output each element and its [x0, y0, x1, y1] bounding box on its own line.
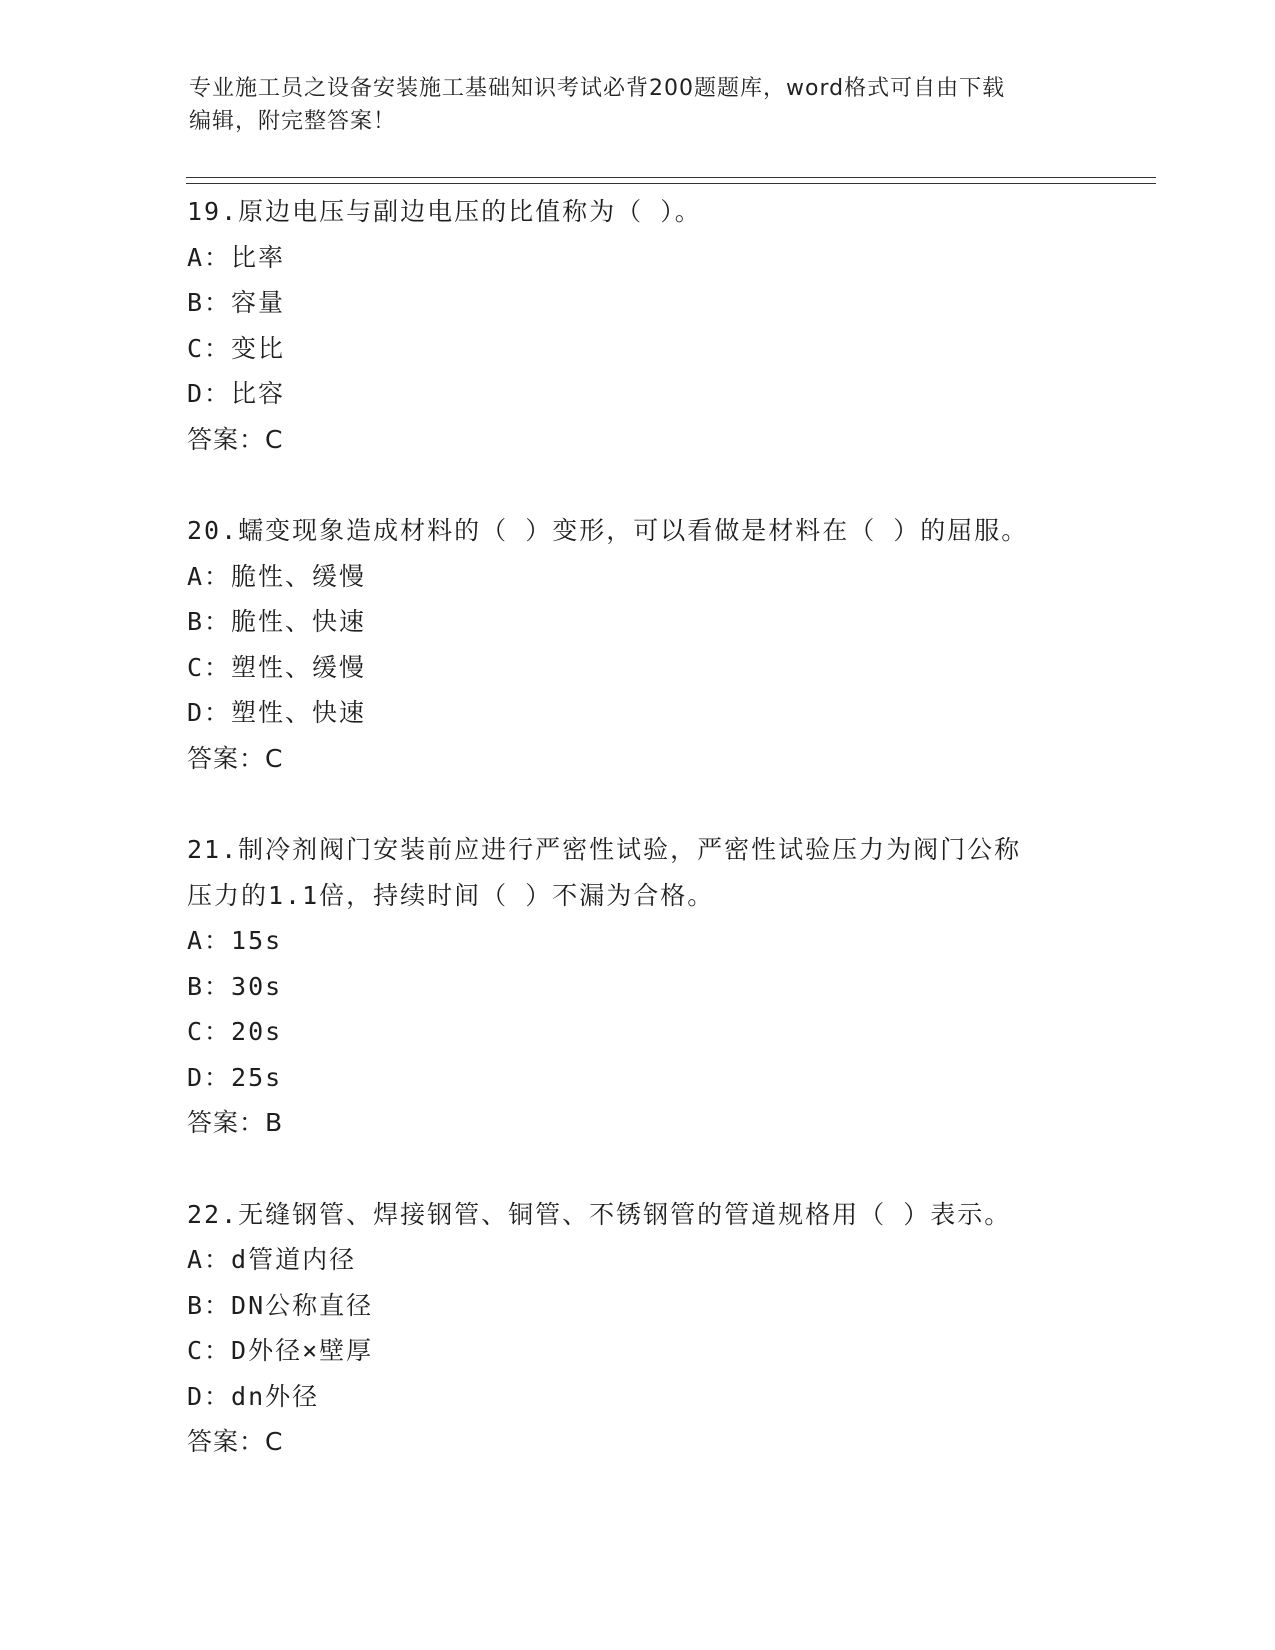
- option-a: A：15s: [187, 926, 283, 955]
- question-22: [187, 1192, 1187, 1465]
- question-gap: [187, 462, 1187, 508]
- question-21: [187, 827, 1187, 1146]
- question-gap: [187, 1146, 1187, 1192]
- option-c: C：D外径×壁厚: [187, 1336, 374, 1365]
- question-19: [187, 189, 1187, 462]
- option-b: B：30s: [187, 971, 283, 1001]
- question-gap: [187, 781, 1187, 827]
- question-list: [187, 189, 1187, 1465]
- option-d: D：dn外径: [187, 1381, 320, 1411]
- option-d: D：25s: [187, 1062, 283, 1092]
- option-b: B：DN公称直径: [187, 1290, 374, 1320]
- option-c: C：变比: [187, 333, 286, 363]
- question-stem: 19.原边电压与副边电压的比值称为（ ）。: [187, 197, 702, 226]
- question-20: [187, 508, 1187, 781]
- option-a: A：d管道内径: [187, 1245, 357, 1274]
- option-a: A：脆性、缓慢: [187, 561, 367, 591]
- document-header: [189, 72, 1089, 138]
- question-stem-line-2: 压力的1.1倍，持续时间（ ）不漏为合格。: [187, 880, 715, 910]
- header-rule-bottom: [186, 183, 1156, 184]
- question-stem: 20.蠕变现象造成材料的（ ）变形，可以看做是材料在（ ）的屈服。: [187, 516, 1029, 545]
- option-a: A：比率: [187, 242, 286, 272]
- question-stem: 22.无缝钢管、焊接钢管、铜管、不锈钢管的管道规格用（ ）表示。: [187, 1199, 1012, 1229]
- answer: 答案：B: [187, 1108, 284, 1137]
- option-d: D：比容: [187, 379, 286, 408]
- option-d: D：塑性、快速: [187, 698, 367, 727]
- question-stem-line-1: 21.制冷剂阀门安装前应进行严密性试验，严密性试验压力为阀门公称: [187, 835, 1022, 864]
- answer: 答案：C: [187, 424, 284, 454]
- header-line-1: 专业施工员之设备安装施工基础知识考试必背200题题库，word格式可自由下载: [189, 76, 1006, 101]
- answer: 答案：C: [187, 743, 284, 773]
- header-rule-top: [186, 177, 1156, 178]
- option-b: B：容量: [187, 288, 286, 317]
- header-line-2: 编辑，附完整答案！: [189, 109, 397, 134]
- option-c: C：20s: [187, 1017, 283, 1046]
- option-b: B：脆性、快速: [187, 607, 367, 636]
- answer: 答案：C: [187, 1427, 284, 1456]
- option-c: C：塑性、缓慢: [187, 652, 367, 682]
